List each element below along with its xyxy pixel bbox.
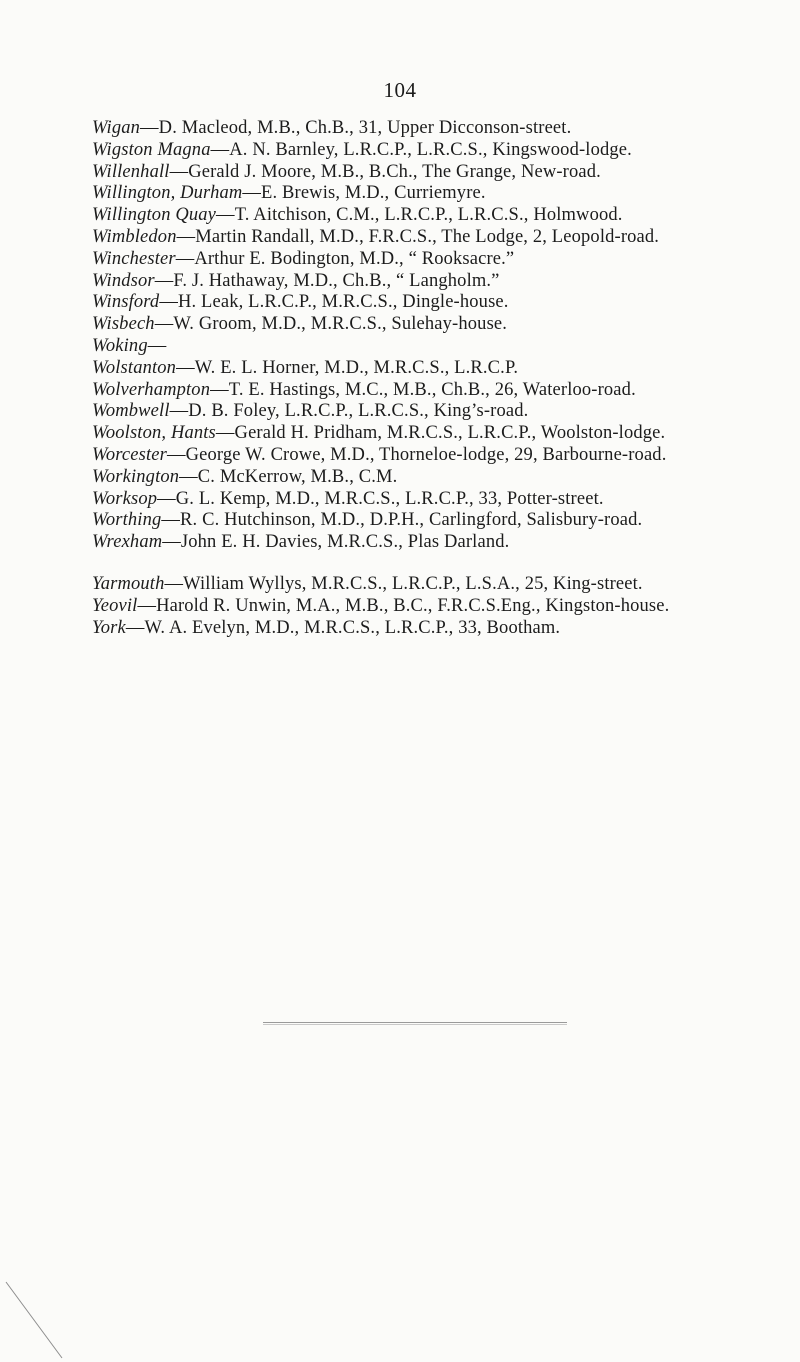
place-name: Wolstanton [92,357,177,378]
y-section [92,574,782,639]
place-name: Yeovil [92,595,138,616]
place-name: Worcester [92,444,167,465]
directory-entries [92,118,782,639]
entry-details: —Gerald H. Pridham, M.R.C.S., L.R.C.P., Woolston-lodge. [215,423,666,444]
directory-entry [92,596,782,618]
directory-entry [92,162,782,184]
section-gap [92,554,782,574]
directory-entry [92,618,782,640]
entry-details: —D. B. Foley, L.R.C.P., L.R.C.S., King’s-road. [169,401,529,422]
entry-details: —Martin Randall, M.D., F.R.C.S., The Lodge, 2, Leopold-road. [176,226,660,247]
directory-entry [92,467,782,489]
place-name: Wigan [92,118,141,138]
entry-details: —C. McKerrow, M.B., C.M. [179,466,398,487]
place-name: Wrexham [92,532,163,553]
directory-entry [92,183,782,205]
place-name: Willenhall [92,161,170,182]
entry-details: —E. Brewis, M.D., Curriemyre. [242,183,486,204]
entry-details: —A. N. Barnley, L.R.C.P., L.R.C.S., Kingswood-lodge. [210,139,632,160]
directory-entry [92,380,782,402]
entry-details: —F. J. Hathaway, M.D., Ch.B., “ Langholm.” [154,270,500,291]
page-number: 104 [383,78,417,102]
place-name: Woolston, Hants [92,423,216,444]
directory-entry [92,423,782,445]
place-name: Woking [92,335,148,356]
entry-details: —G. L. Kemp, M.D., M.R.C.S., L.R.C.P., 33, Potter-street. [157,488,604,509]
directory-entry [92,532,782,554]
entry-details: —R. C. Hutchinson, M.D., D.P.H., Carlingford, Salisbury-road. [161,510,643,531]
directory-entry [92,227,782,249]
entry-details: —Harold R. Unwin, M.A., M.B., B.C., F.R.C.S.Eng., Kingston-house. [137,595,670,616]
directory-entry [92,314,782,336]
entry-details: —W. Groom, M.D., M.R.C.S., Sulehay-house. [154,314,508,335]
place-name: Wolverhampton [92,379,211,400]
place-name: Wigston Magna [92,139,211,160]
w-section [92,118,782,554]
directory-entry [92,358,782,380]
place-name: Worthing [92,510,162,531]
entry-details: —Gerald J. Moore, M.B., B.Ch., The Grange, New-road. [169,161,601,182]
entry-details: —D. Macleod, M.B., Ch.B., 31, Upper Dicconson-street. [140,118,572,138]
section-divider-rule [263,1022,567,1025]
place-name: Worksop [92,488,158,509]
entry-details: —T. Aitchison, C.M., L.R.C.P., L.R.C.S., Holmwood. [216,205,623,226]
entry-details: —Arthur E. Bodington, M.D., “ Rooksacre.” [175,248,515,269]
directory-entry [92,445,782,467]
directory-entry [92,574,782,596]
directory-entry [92,401,782,423]
place-name: Yarmouth [92,573,165,594]
entry-details: —George W. Crowe, M.D., Thorneloe-lodge, 29, Barbourne-road. [167,444,667,465]
directory-entry [92,336,782,358]
directory-entry [92,205,782,227]
place-name: Willington, Durham [92,183,243,204]
place-name: Winsford [92,292,160,313]
entry-details: —John E. H. Davies, M.R.C.S., Plas Darland. [162,532,510,553]
entry-details: —W. A. Evelyn, M.D., M.R.C.S., L.R.C.P., 33, Bootham. [125,617,561,638]
entry-details: —William Wyllys, M.R.C.S., L.R.C.P., L.S.A., 25, King-street. [164,573,643,594]
place-name: York [92,617,126,638]
entry-details: —T. E. Hastings, M.C., M.B., Ch.B., 26, Waterloo-road. [210,379,636,400]
directory-entry [92,292,782,314]
place-name: Wombwell [92,401,170,422]
place-name: Winchester [92,248,176,269]
entry-details: —H. Leak, L.R.C.P., M.R.C.S., Dingle-house. [159,292,509,313]
place-name: Windsor [92,270,155,291]
place-name: Wisbech [92,314,155,335]
directory-entry [92,140,782,162]
entry-details: — [147,335,167,356]
place-name: Wimbledon [92,226,177,247]
directory-entry [92,271,782,293]
directory-entry [92,118,782,140]
entry-details: —W. E. L. Horner, M.D., M.R.C.S., L.R.C.P. [176,357,519,378]
directory-entry [92,249,782,271]
place-name: Willington Quay [92,205,217,226]
place-name: Workington [92,466,180,487]
directory-entry [92,510,782,532]
directory-entry [92,489,782,511]
